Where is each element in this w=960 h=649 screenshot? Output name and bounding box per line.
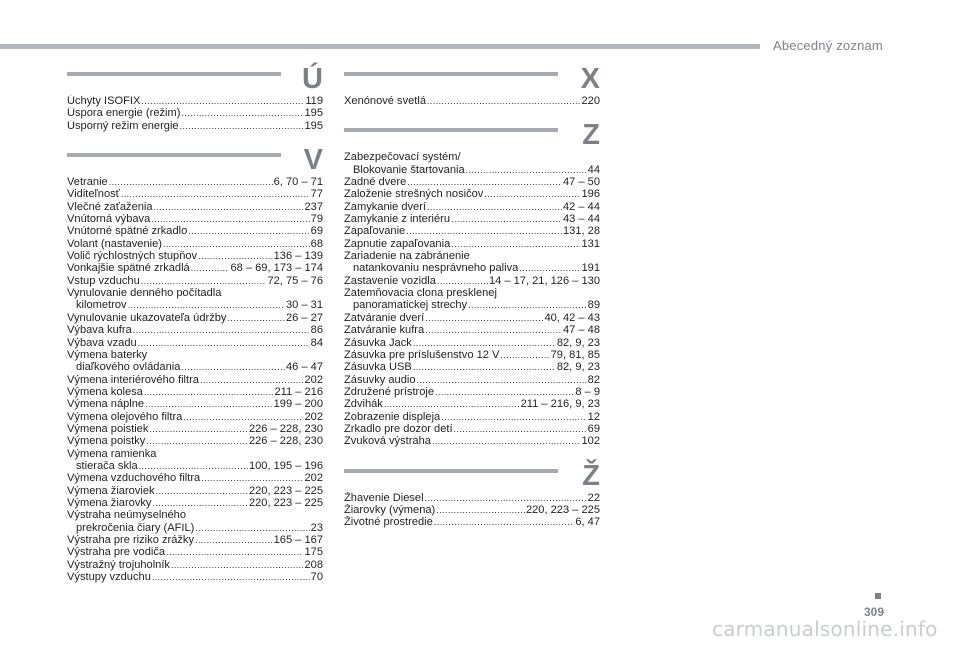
- entry-label: Zapnutie zapaľovania: [344, 237, 451, 250]
- leader-dots: [152, 571, 310, 583]
- index-entry: [67, 275, 323, 287]
- leader-dots: [427, 95, 580, 107]
- section-header: [67, 61, 323, 95]
- index-entry: [67, 337, 323, 349]
- section-letter: Ú: [302, 63, 323, 95]
- index-entry: [67, 571, 323, 583]
- index-entry: [344, 287, 600, 312]
- entry-pages: 70: [310, 571, 323, 584]
- leader-dots: [441, 411, 586, 423]
- leader-dots: [181, 107, 303, 119]
- entry-label: Zvuková výstraha: [344, 435, 431, 448]
- entry-label: Žiarovky (výmena): [344, 503, 436, 516]
- index-entry: [344, 176, 600, 188]
- entry-label: Zamykanie z interiéru: [344, 213, 451, 226]
- index-section: [344, 117, 600, 447]
- index-section: [344, 458, 600, 529]
- entry-continuation: Blokovanie štartovania: [353, 163, 465, 176]
- entry-pages: 68: [310, 237, 323, 250]
- entry-label: Výmena náplne: [67, 398, 145, 411]
- index-entry: [344, 337, 600, 349]
- index-entry: [344, 361, 600, 373]
- index-column-right: [344, 61, 600, 529]
- entry-label: Vynulovanie denného počítadla: [67, 287, 222, 300]
- leader-dots: [154, 201, 304, 213]
- entry-label: Zatváranie kufra: [344, 324, 425, 337]
- entry-label: Úspora energie (režim): [67, 107, 181, 120]
- page-marker: [875, 593, 881, 599]
- entry-label: Zabezpečovací systém/: [344, 151, 461, 164]
- entry-pages: 226 – 228, 230: [248, 435, 323, 448]
- leader-dots: [183, 411, 303, 423]
- index-entry: [67, 107, 323, 119]
- entry-label: Výstupy vzduchu: [67, 571, 151, 584]
- index-entry: [344, 349, 600, 361]
- leader-dots: [519, 262, 580, 274]
- entry-pages: 211 – 216, 9, 23: [520, 398, 600, 411]
- leader-dots: [201, 472, 303, 484]
- entry-label: Výmena olejového filtra: [67, 410, 183, 423]
- entry-pages: 131: [581, 237, 600, 250]
- section-rule: [67, 153, 281, 157]
- index-entry: [344, 423, 600, 435]
- entry-pages: 47 – 48: [562, 324, 600, 337]
- entry-pages: 165 – 167: [273, 534, 323, 546]
- leader-dots: [138, 337, 310, 349]
- index-entry: [67, 386, 323, 398]
- entry-pages: 23: [310, 521, 323, 534]
- section-gap: [344, 107, 600, 117]
- index-entry: [344, 386, 600, 398]
- index-entry: [67, 95, 323, 107]
- entry-pages: 12: [587, 410, 600, 423]
- index-entry: [67, 497, 323, 509]
- section-header: [344, 61, 600, 95]
- leader-dots: [191, 262, 230, 274]
- entry-label: Výmena poistiek: [67, 422, 149, 435]
- section-gap: [344, 448, 600, 458]
- entry-pages: 191: [581, 262, 600, 275]
- index-entry: [67, 509, 323, 534]
- leader-dots: [425, 324, 562, 336]
- leader-dots: [451, 238, 580, 250]
- entry-label: Zamykanie dverí: [344, 200, 427, 213]
- leader-dots: [454, 423, 587, 435]
- entry-label: Výmena interiérového filtra: [67, 373, 199, 386]
- leader-dots: [149, 423, 248, 435]
- index-entry: [344, 188, 600, 200]
- entry-label: Vnútorné spätné zrkadlo: [67, 225, 188, 238]
- entry-label: Xenónové svetlá: [344, 95, 427, 107]
- leader-dots: [484, 188, 580, 200]
- section-letter: V: [303, 144, 323, 177]
- entry-pages: 100, 195 – 196: [248, 459, 323, 472]
- entry-pages: 42 – 44: [562, 200, 600, 213]
- entry-label: Viditeľnosť: [67, 188, 120, 201]
- index-entry: [67, 559, 323, 571]
- entry-label: Zrkadlo pre dozor detí: [344, 422, 453, 435]
- entry-label: Zastavenie vozidla: [344, 274, 436, 287]
- index-entry: [67, 423, 323, 435]
- entry-pages: 220, 223 – 225: [248, 496, 323, 509]
- index-entry: [344, 213, 600, 225]
- index-section: [344, 61, 600, 107]
- leader-dots: [413, 361, 556, 373]
- index-entry: [67, 176, 323, 188]
- entry-label: Životné prostredie: [344, 516, 433, 529]
- entry-pages: 199 – 200: [273, 398, 323, 411]
- leader-dots: [166, 546, 303, 558]
- entry-label: Výmena poistky: [67, 435, 146, 448]
- index-entry: [67, 201, 323, 213]
- entry-label: Volič rýchlostných stupňov: [67, 250, 198, 263]
- entry-pages: 8 – 9: [575, 385, 600, 398]
- index-entry: [67, 435, 323, 447]
- index-entry: [67, 312, 323, 324]
- entry-continuation: kilometrov: [76, 299, 127, 312]
- entry-pages: 84: [310, 336, 323, 349]
- index-entry: [344, 238, 600, 250]
- entry-pages: 119: [305, 95, 323, 107]
- entry-pages: 6, 70 – 71: [273, 176, 323, 189]
- leader-dots: [141, 95, 304, 107]
- leader-dots: [181, 361, 285, 373]
- entry-label: Zadné dvere: [344, 176, 407, 189]
- index-entry: [344, 492, 600, 504]
- index-entry: [67, 448, 323, 473]
- entry-label: Vynulovanie ukazovateľa údržby: [67, 311, 227, 324]
- leader-dots: [163, 238, 310, 250]
- entry-continuation: stierača skla: [76, 459, 138, 472]
- entry-label: Volant (nastavenie): [67, 237, 162, 250]
- leader-dots: [128, 299, 285, 311]
- section-letter: Ž: [582, 459, 600, 492]
- entry-label: Výmena vzduchového filtra: [67, 472, 201, 485]
- entry-pages: 208: [304, 558, 323, 571]
- entry-label: Zásuvky audio: [344, 373, 416, 386]
- entry-pages: 40, 42 – 43: [544, 311, 600, 324]
- entry-label: Zobrazenie displeja: [344, 410, 441, 423]
- entry-label: Zariadenie na zabránenie: [344, 250, 470, 263]
- entry-pages: 72, 75 – 76: [267, 274, 323, 287]
- section-gap: [67, 132, 323, 142]
- entry-pages: 195: [304, 107, 323, 120]
- leader-dots: [180, 120, 304, 132]
- index-entry: [67, 349, 323, 374]
- leader-dots: [466, 164, 587, 176]
- entry-label: Výstraha pre vodiča: [67, 546, 166, 559]
- index-entry: [344, 250, 600, 275]
- index-entry: [67, 225, 323, 237]
- entry-pages: 195: [304, 119, 323, 132]
- index-entry: [344, 516, 600, 528]
- section-title: Abecedný zoznam: [773, 38, 883, 53]
- leader-dots: [417, 374, 587, 386]
- index-section: [67, 61, 323, 132]
- leader-dots: [413, 337, 556, 349]
- leader-dots: [425, 492, 587, 504]
- entry-label: Výmena ramienka: [67, 447, 157, 460]
- leader-dots: [195, 522, 309, 534]
- entry-pages: 102: [581, 435, 600, 448]
- leader-dots: [468, 299, 587, 311]
- index-entry: [67, 374, 323, 386]
- leader-dots: [406, 225, 562, 237]
- entry-label: Výbava kufra: [67, 324, 132, 337]
- entry-label: Združené prístroje: [344, 385, 435, 398]
- entry-pages: 14 – 17, 21, 126 – 130: [488, 274, 600, 287]
- section-rule: [67, 72, 281, 76]
- index-entry: [344, 225, 600, 237]
- index-entry: [344, 324, 600, 336]
- entry-continuation: panoramatickej strechy: [353, 299, 468, 312]
- page-number: 309: [864, 605, 885, 619]
- index-entry: [344, 411, 600, 423]
- index-column-left: [67, 61, 323, 583]
- entry-label: Zásuvka USB: [344, 361, 412, 374]
- entry-label: Vetranie: [67, 176, 108, 189]
- entry-label: Úchyty ISOFIX: [67, 95, 141, 107]
- index-entry: [344, 95, 600, 107]
- entry-label: Výmena baterky: [67, 348, 148, 361]
- leader-dots: [436, 504, 525, 516]
- index-entry: [344, 504, 600, 516]
- index-entry: [67, 398, 323, 410]
- leader-dots: [451, 213, 562, 225]
- leader-dots: [139, 460, 248, 472]
- index-entry: [67, 324, 323, 336]
- entry-pages: 226 – 228, 230: [248, 422, 323, 435]
- entry-pages: 220: [581, 95, 600, 107]
- entry-pages: 136 – 139: [273, 250, 323, 263]
- entry-pages: 211 – 216: [274, 385, 323, 398]
- entry-pages: 6, 47: [575, 516, 600, 529]
- entry-pages: 202: [304, 410, 323, 423]
- index-entry: [67, 287, 323, 312]
- entry-pages: 79, 81, 85: [550, 348, 600, 361]
- entry-pages: 220, 223 – 225: [248, 484, 323, 497]
- entry-pages: 77: [310, 188, 323, 201]
- entry-pages: 68 – 69, 173 – 174: [230, 262, 323, 275]
- entry-label: Výstraha neúmyselného: [67, 509, 187, 522]
- index-entry: [344, 374, 600, 386]
- section-letter: Z: [582, 119, 600, 152]
- entry-label: Výbava vzadu: [67, 336, 137, 349]
- header-bar: [0, 44, 760, 49]
- entry-pages: 79: [310, 213, 323, 226]
- index-entry: [67, 472, 323, 484]
- index-entry: [67, 250, 323, 262]
- index-entry: [67, 534, 323, 546]
- entry-label: Zapaľovanie: [344, 225, 406, 238]
- entry-pages: 26 – 27: [285, 311, 323, 324]
- entry-pages: 22: [587, 491, 600, 504]
- leader-dots: [425, 312, 543, 324]
- entry-pages: 202: [304, 373, 323, 386]
- entry-pages: 86: [310, 324, 323, 337]
- index-entry: [344, 435, 600, 447]
- entry-pages: 69: [310, 225, 323, 238]
- entry-label: Zásuvka pre príslušenstvo 12 V: [344, 348, 500, 361]
- entry-pages: 30 – 31: [285, 299, 323, 312]
- index-entry: [344, 151, 600, 176]
- entry-label: Zásuvka Jack: [344, 336, 412, 349]
- leader-dots: [188, 225, 309, 237]
- entry-label: Zatemňovacia clona presklenej: [344, 287, 497, 300]
- leader-dots: [141, 275, 267, 287]
- leader-dots: [152, 497, 248, 509]
- leader-dots: [200, 374, 304, 386]
- index-entry: [67, 411, 323, 423]
- index-entry: [67, 188, 323, 200]
- section-letter: X: [580, 63, 600, 95]
- leader-dots: [145, 398, 273, 410]
- entry-label: Žhavenie Diesel: [344, 491, 424, 504]
- entry-label: Výstražný trojuholník: [67, 558, 170, 571]
- entry-pages: 131, 28: [562, 225, 600, 238]
- entry-pages: 82, 9, 23: [556, 361, 600, 374]
- leader-dots: [171, 559, 304, 571]
- entry-label: Zatváranie dverí: [344, 311, 425, 324]
- index-entry: [67, 546, 323, 558]
- index-entry: [344, 275, 600, 287]
- section-header: [344, 117, 600, 151]
- entry-label: Založenie strešných nosičov: [344, 188, 484, 201]
- entry-pages: 175: [304, 546, 323, 559]
- leader-dots: [109, 176, 273, 188]
- leader-dots: [432, 435, 581, 447]
- entry-pages: 89: [587, 299, 600, 312]
- index-entry: [344, 312, 600, 324]
- leader-dots: [146, 435, 248, 447]
- leader-dots: [437, 275, 488, 287]
- leader-dots: [500, 349, 549, 361]
- leader-dots: [434, 516, 575, 528]
- entry-label: Zdvihák: [344, 398, 383, 411]
- leader-dots: [198, 250, 273, 262]
- leader-dots: [151, 213, 309, 225]
- index-entry: [67, 485, 323, 497]
- section-header: [344, 458, 600, 492]
- entry-label: Výmena žiarovky: [67, 496, 152, 509]
- leader-dots: [427, 201, 562, 213]
- entry-label: Úsporný režim energie: [67, 119, 179, 132]
- entry-label: Výstraha pre riziko zrážky: [67, 534, 194, 546]
- entry-pages: 237: [304, 200, 323, 213]
- entry-pages: 82: [587, 373, 600, 386]
- watermark: carmanualsonline.info: [712, 617, 938, 641]
- entry-pages: 43 – 44: [562, 213, 600, 226]
- entry-continuation: diaľkového ovládania: [76, 361, 181, 374]
- entry-label: Vstup vzduchu: [67, 274, 140, 287]
- leader-dots: [121, 188, 310, 200]
- entry-pages: 47 – 50: [562, 176, 600, 189]
- index-section: [67, 142, 323, 583]
- entry-pages: 44: [587, 163, 600, 176]
- entry-pages: 220, 223 – 225: [525, 503, 600, 516]
- index-entry: [344, 398, 600, 410]
- index-entry: [344, 201, 600, 213]
- leader-dots: [227, 312, 285, 324]
- section-rule: [344, 469, 558, 473]
- index-entry: [67, 262, 323, 274]
- section-header: [67, 142, 323, 176]
- entry-pages: 82, 9, 23: [556, 336, 600, 349]
- entry-continuation: natankovaniu nesprávneho paliva: [353, 262, 519, 275]
- entry-pages: 69: [587, 422, 600, 435]
- entry-label: Výmena žiaroviek: [67, 484, 155, 497]
- section-rule: [344, 72, 558, 76]
- leader-dots: [156, 485, 248, 497]
- entry-pages: 196: [581, 188, 600, 201]
- index-entry: [67, 120, 323, 132]
- entry-pages: 202: [304, 472, 323, 485]
- entry-pages: 46 – 47: [285, 361, 323, 374]
- leader-dots: [133, 324, 310, 336]
- section-rule: [344, 128, 558, 132]
- entry-label: Vlečné zaťaženia: [67, 200, 153, 213]
- index-entry: [67, 238, 323, 250]
- leader-dots: [384, 398, 520, 410]
- entry-label: Vonkajšie spätné zrkadlá: [67, 262, 190, 275]
- leader-dots: [195, 534, 273, 546]
- entry-label: Výmena kolesa: [67, 385, 143, 398]
- leader-dots: [435, 386, 574, 398]
- index-entry: [67, 213, 323, 225]
- leader-dots: [407, 176, 562, 188]
- entry-label: Vnútorná výbava: [67, 213, 151, 226]
- leader-dots: [144, 386, 274, 398]
- entry-continuation: prekročenia čiary (AFIL): [76, 521, 195, 534]
